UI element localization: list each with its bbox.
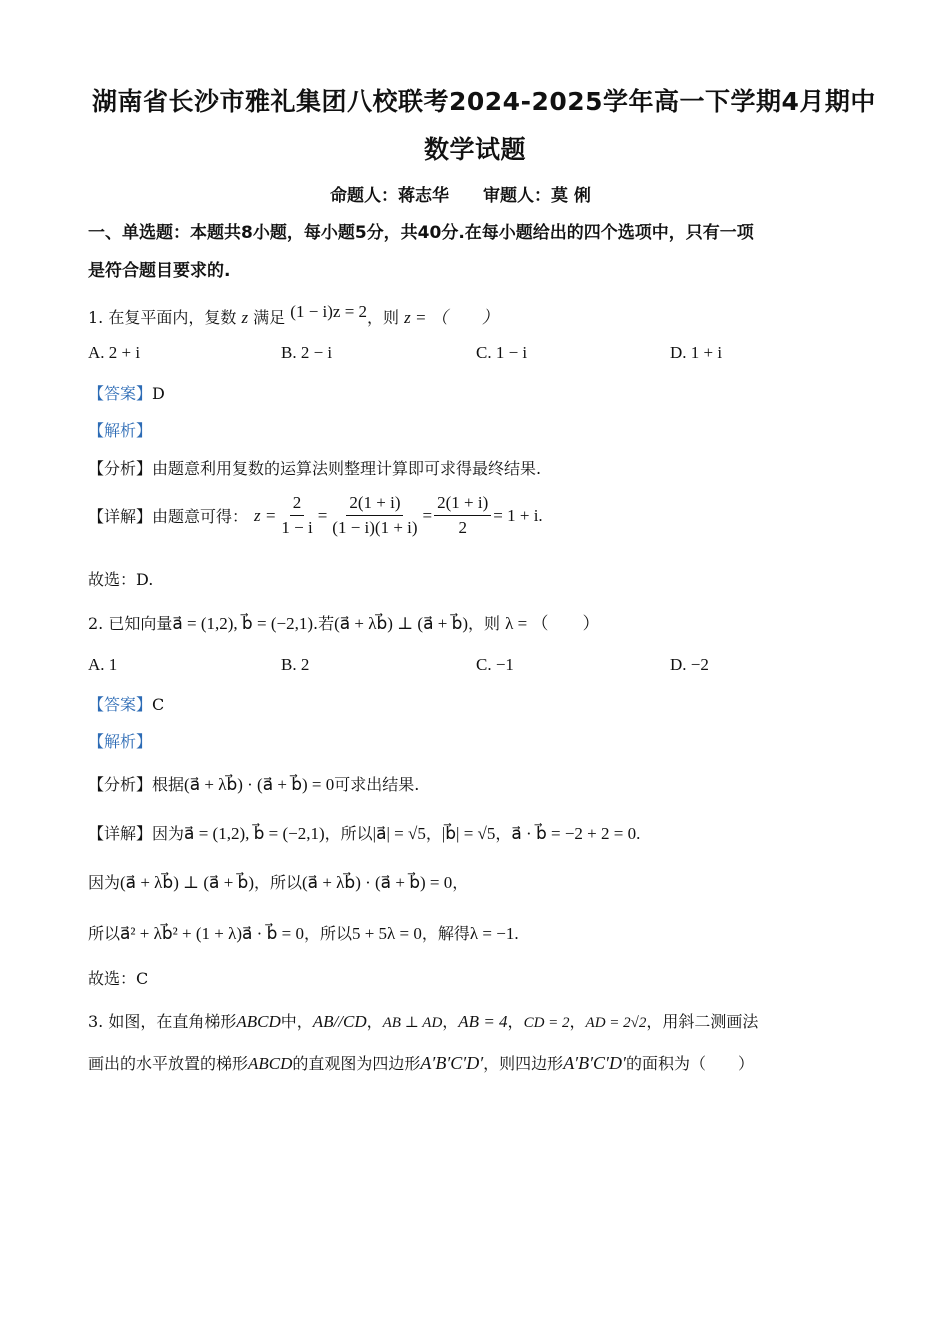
- q2-conclusion: 故选：C: [88, 969, 149, 988]
- q1-jiexi-tag: 【解析】: [88, 421, 153, 440]
- q2-fenxi: 【分析】根据(a⃗ + λb⃗) · (a⃗ + b⃗) = 0可求出结果.: [88, 775, 420, 794]
- q1-option-a[interactable]: A. 2 + i: [88, 343, 141, 362]
- question-3-stem-2: 画出的水平放置的梯形ABCD的直观图为四边形A′B′C′D′，则四边形A′B′C′D′的面积为（ ）: [88, 1053, 754, 1073]
- q1-xiangjie: 【详解】 由题意可得： z = $\frac{2}{1 - i}$ = $\frac{2(1 + i)}{(1 - i)(1 + i)}$ = $\frac{2(1 + i)}{2}$ = 1 + i.: [88, 493, 543, 537]
- section-heading: 一、单选题：本题共8小题，每小题5分，共40分.在每小题给出的四个选项中，只有一项: [88, 223, 754, 243]
- q1-conclusion: 故选：D.: [88, 570, 154, 589]
- authors-line: 命题人：蒋志华 审题人：莫 俐: [330, 186, 591, 206]
- page-subtitle: 数学试题: [424, 135, 527, 164]
- q2-option-a[interactable]: A. 1: [88, 655, 118, 674]
- q2-option-c[interactable]: C. −1: [476, 655, 514, 674]
- section-heading-cont: 是符合题目要求的.: [88, 261, 231, 281]
- question-2-stem: 2. 已知向量a⃗ = (1,2), b⃗ = (−2,1).若(a⃗ + λb⃗) ⊥ (a⃗ + b⃗)，则 λ = （ ）: [88, 614, 600, 633]
- q2-xiangjie-1: 【详解】因为a⃗ = (1,2), b⃗ = (−2,1)，所以|a⃗| = √5，|b⃗| = √5，a⃗ · b⃗ = −2 + 2 = 0.: [88, 824, 641, 843]
- fraction-2: $\frac{2(1 + i)}{(1 - i)(1 + i)}$: [332, 493, 418, 537]
- fraction-1: $\frac{2}{1 - i}$: [281, 493, 313, 537]
- q2-xiangjie-3: 所以a⃗² + λb⃗² + (1 + λ)a⃗ · b⃗ = 0，所以5 + 5λ = 0，解得λ = −1.: [88, 924, 519, 943]
- q1-fenxi: 【分析】由题意利用复数的运算法则整理计算即可求得最终结果.: [88, 459, 542, 478]
- fraction-3: $\frac{2(1 + i)}{2}$: [434, 493, 491, 538]
- question-3-stem-1: 3. 如图，在直角梯形ABCD中，AB//CD，AB ⊥ AD，AB = 4，CD = 2，AD = 2√2，用斜二测画法: [88, 1012, 759, 1031]
- q1-answer: 【答案】D: [88, 384, 165, 403]
- page-title: 湖南省长沙市雅礼集团八校联考2024-2025学年高一下学期4月期中: [92, 87, 876, 116]
- q2-option-b[interactable]: B. 2: [281, 655, 310, 674]
- q2-answer: 【答案】C: [88, 695, 165, 714]
- q2-jiexi-tag: 【解析】: [88, 732, 153, 751]
- q2-xiangjie-2: 因为(a⃗ + λb⃗) ⊥ (a⃗ + b⃗)，所以(a⃗ + λb⃗) · (a⃗ + b⃗) = 0，: [88, 873, 469, 892]
- q2-option-d[interactable]: D. −2: [670, 655, 709, 674]
- q1-option-b[interactable]: B. 2 − i: [281, 343, 333, 362]
- q1-option-c[interactable]: C. 1 − i: [476, 343, 528, 362]
- question-1-stem: 1. 在复平面内，复数 z 满足 (1 − i)z = 2，则 z = （ ）: [88, 302, 499, 327]
- q1-option-d[interactable]: D. 1 + i: [670, 343, 723, 362]
